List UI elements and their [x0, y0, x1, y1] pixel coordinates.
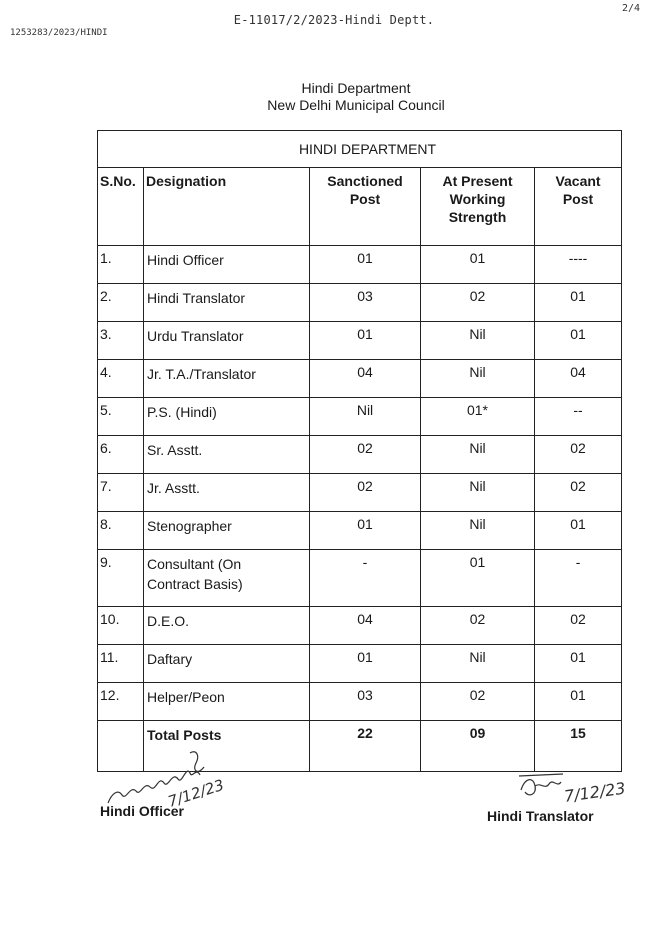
table-row: 4. Jr. T.A./Translator 04 Nil 04 — [98, 360, 622, 398]
hindi-translator-label: Hindi Translator — [487, 808, 594, 824]
page-number: 2/4 — [621, 3, 640, 14]
heading-council: New Delhi Municipal Council — [267, 97, 445, 113]
table-row: 10. D.E.O. 04 02 02 — [98, 607, 622, 645]
col-designation: Designation — [144, 168, 310, 246]
heading-department: Hindi Department — [301, 80, 411, 96]
table-row: 7. Jr. Asstt. 02 Nil 02 — [98, 474, 622, 512]
table-row: 9. Consultant (On Contract Basis) - 01 - — [98, 550, 622, 607]
document-heading — [0, 80, 668, 114]
svg-text:7/12/23: 7/12/23 — [562, 778, 627, 806]
total-present: 09 — [421, 721, 535, 772]
table-row: 2. Hindi Translator 03 02 01 — [98, 284, 622, 322]
table-row: 11. Daftary 01 Nil 01 — [98, 645, 622, 683]
table-row: 3. Urdu Translator 01 Nil 01 — [98, 322, 622, 360]
col-vacant: Vacant Post — [535, 168, 622, 246]
posts-table — [97, 130, 622, 772]
col-present: At Present Working Strength — [421, 168, 535, 246]
col-sno: S.No. — [98, 168, 144, 246]
diary-number: 1253283/2023/HINDI — [10, 28, 108, 38]
table-row: 1. Hindi Officer 01 01 ---- — [98, 246, 622, 284]
table-row: 6. Sr. Asstt. 02 Nil 02 — [98, 436, 622, 474]
total-vacant: 15 — [535, 721, 622, 772]
file-reference: E-11017/2/2023-Hindi Deptt. — [233, 13, 435, 27]
hindi-translator-signature — [515, 768, 635, 813]
total-sanctioned: 22 — [310, 721, 421, 772]
table-header-row — [98, 168, 622, 246]
svg-text:7/12/23: 7/12/23 — [165, 775, 227, 811]
table-caption: HINDI DEPARTMENT — [98, 131, 622, 168]
hindi-officer-label: Hindi Officer — [100, 803, 185, 819]
table-row: 12. Helper/Peon 03 02 01 — [98, 683, 622, 721]
total-label: Total Posts — [144, 721, 310, 772]
col-sanctioned: Sanctioned Post — [310, 168, 421, 246]
table-row: 5. P.S. (Hindi) Nil 01* -- — [98, 398, 622, 436]
table-row: 8. Stenographer 01 Nil 01 — [98, 512, 622, 550]
